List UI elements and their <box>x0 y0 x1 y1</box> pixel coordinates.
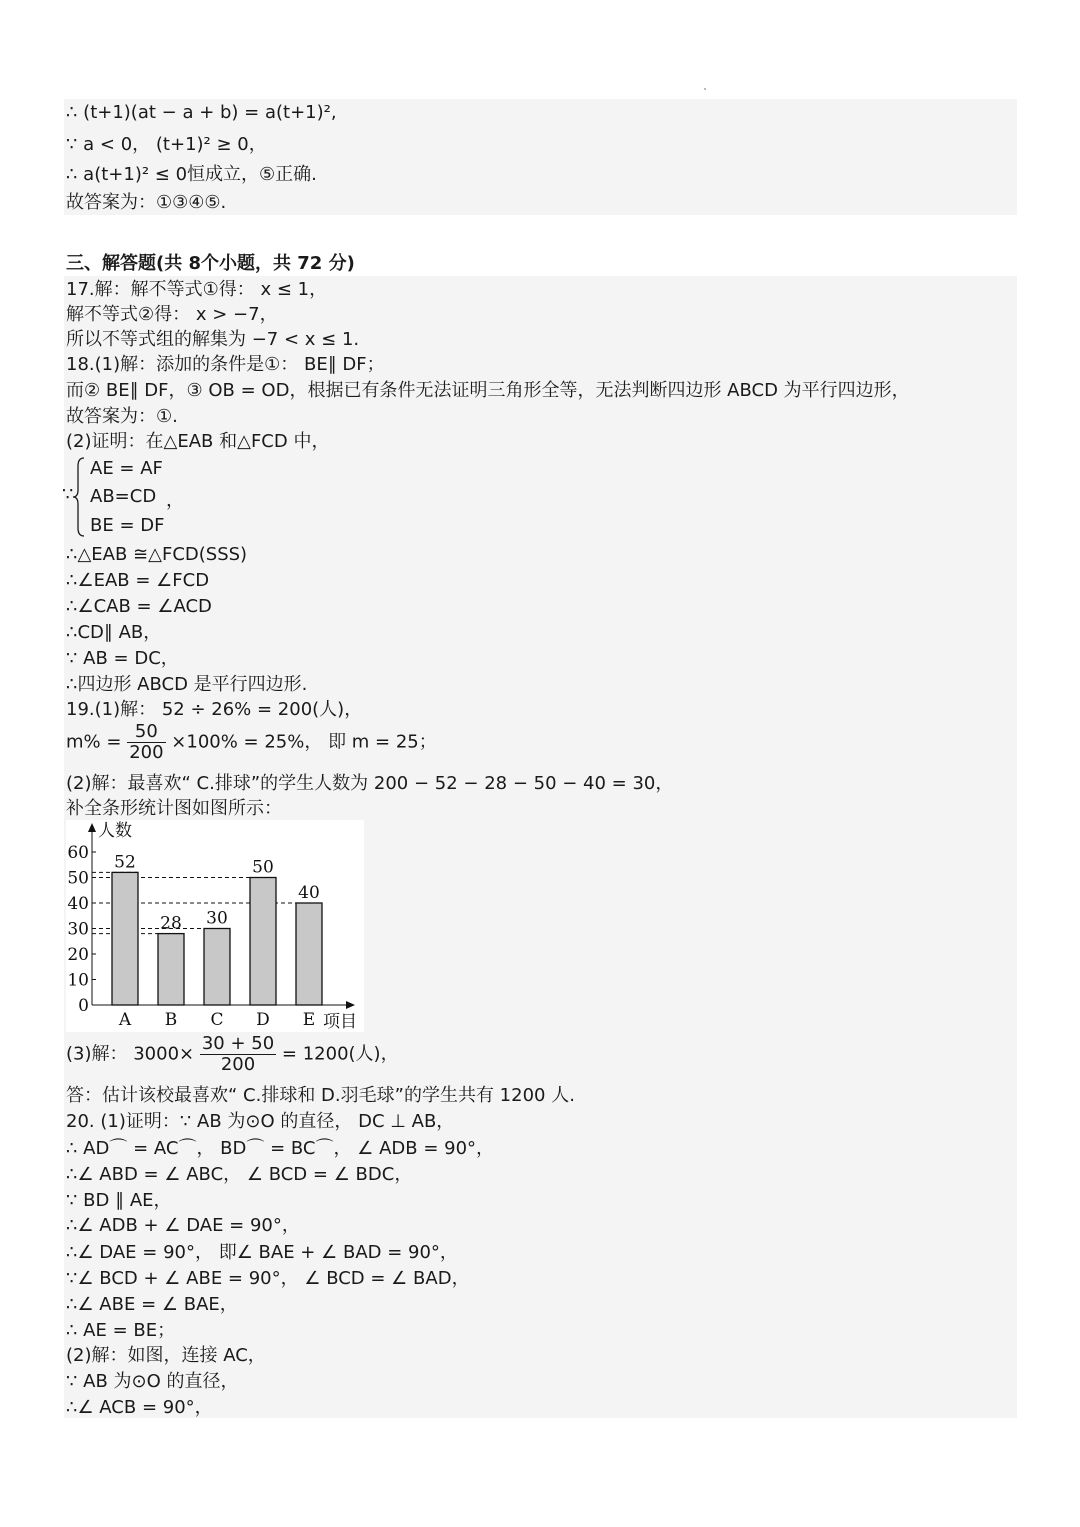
text-line: ∴∠ ADB + ∠ DAE = 90°， <box>66 1215 300 1236</box>
text-line: ∴∠EAB = ∠FCD <box>66 570 210 591</box>
equation-tail: ， <box>166 490 184 511</box>
data-label-D: 50 <box>252 857 274 878</box>
y-axis-title: 人数 <box>98 821 132 841</box>
text-line: ∴△EAB ≅△FCD(SSS) <box>66 544 248 565</box>
text-line: (2)解：如图，连接 AC， <box>66 1345 266 1366</box>
y-tick-label-0: 0 <box>78 996 89 1016</box>
scan-dot <box>704 88 706 90</box>
equation-line: AE = AF <box>90 458 163 479</box>
text-line: ∴∠ ACB = 90°， <box>66 1397 213 1418</box>
text-line: 所以不等式组的解集为 −7 < x ≤ 1. <box>66 329 360 350</box>
text-line: 17.解：解不等式①得： x ≤ 1， <box>66 279 328 300</box>
text-line: ∴四边形 ABCD 是平行四边形. <box>66 674 308 695</box>
text-line: 解不等式②得： x > −7， <box>66 304 278 325</box>
text-line: 答：估计该校最喜欢“ C.排球和 D.羽毛球”的学生共有 1200 人. <box>66 1085 575 1106</box>
text-line: ∴∠ ABD = ∠ ABC， ∠ BCD = ∠ BDC， <box>66 1164 413 1185</box>
fraction-left: m% = <box>66 731 122 753</box>
section-title: 三、解答题(共 8个小题，共 72 分) <box>66 253 355 274</box>
fraction-denominator: 200 <box>220 1054 256 1075</box>
bar-E <box>296 903 322 1005</box>
equation-line: BE = DF <box>90 515 165 536</box>
y-tick-label-20: 20 <box>67 945 89 965</box>
data-label-A: 52 <box>114 852 136 873</box>
fraction-line <box>66 1034 399 1075</box>
fraction <box>200 1034 276 1075</box>
text-line: 故答案为：①③④⑤. <box>66 192 227 213</box>
x-axis-title: 项目 <box>323 1012 357 1032</box>
category-label-E: E <box>302 1010 316 1030</box>
because-symbol: ∵ <box>62 484 74 505</box>
text-line: ∴CD∥ AB， <box>66 622 162 643</box>
y-axis-arrow <box>88 823 96 832</box>
fraction-right: = 1200(人)， <box>281 1043 399 1065</box>
fraction-left: (3)解： 3000× <box>66 1043 195 1065</box>
bar-D <box>250 878 276 1006</box>
text-line: ∴ (t+1)(at − a + b) = a(t+1)², <box>66 102 337 123</box>
bar-B <box>158 934 184 1005</box>
fraction <box>127 722 165 763</box>
equation-line: AB=CD <box>90 486 157 507</box>
fraction-line <box>66 722 437 763</box>
x-axis-arrow <box>346 1001 355 1009</box>
text-line: ∴ AE = BE； <box>66 1320 176 1341</box>
text-line: 而② BE∥ DF，③ OB = OD，根据已有条件无法证明三角形全等，无法判断四边形 ABCD 为平行四边形， <box>66 380 910 401</box>
text-line: 19.(1)解： 52 ÷ 26% = 200(人)， <box>66 699 363 720</box>
y-tick-label-30: 30 <box>67 919 89 940</box>
text-line: 20. (1)证明：∵ AB 为⊙O 的直径， DC ⊥ AB， <box>66 1111 455 1132</box>
text-line: ∴ a(t+1)² ≤ 0恒成立，⑤正确. <box>66 164 317 185</box>
text-line: 18.(1)解：添加的条件是①： BE∥ DF； <box>66 354 385 375</box>
bar-A <box>112 872 138 1005</box>
category-label-C: C <box>210 1010 224 1030</box>
bar-C <box>204 929 230 1006</box>
text-line: ∴ AD⌒ = AC⌒， BD⌒ = BC⌒， ∠ ADB = 90°， <box>66 1138 495 1159</box>
category-label-B: B <box>164 1010 178 1030</box>
text-line: (2)证明：在△EAB 和△FCD 中， <box>66 431 330 452</box>
text-line: (2)解：最喜欢“ C.排球”的学生人数为 200 − 52 − 28 − 50 − 40 = 30， <box>66 773 674 794</box>
fraction-numerator: 50 <box>127 722 165 743</box>
fraction-denominator: 200 <box>129 742 164 763</box>
category-label-A: A <box>118 1010 132 1030</box>
data-label-B: 28 <box>160 913 182 934</box>
text-line: ∵ BD ∥ AE， <box>66 1190 172 1211</box>
text-line: ∴∠ ABE = ∠ BAE， <box>66 1294 238 1315</box>
y-tick-label-10: 10 <box>67 970 89 991</box>
data-label-C: 30 <box>206 908 228 929</box>
text-line: ∴∠ DAE = 90°， 即∠ BAE + ∠ BAD = 90°， <box>66 1242 458 1263</box>
y-tick-label-40: 40 <box>67 894 89 914</box>
y-tick-label-60: 60 <box>67 843 89 863</box>
text-line: ∵ a < 0， (t+1)² ≥ 0， <box>66 134 267 155</box>
text-line: ∵ AB 为⊙O 的直径， <box>66 1371 239 1392</box>
data-label-E: 40 <box>298 883 320 903</box>
y-tick-label-50: 50 <box>67 868 89 889</box>
text-line: 补全条形统计图如图所示： <box>66 798 282 819</box>
text-line: 故答案为：①. <box>66 406 178 427</box>
bar-chart <box>66 820 364 1032</box>
text-line: ∴∠CAB = ∠ACD <box>66 596 212 617</box>
fraction-numerator: 30 + 50 <box>201 1033 275 1054</box>
category-label-D: D <box>256 1010 270 1030</box>
text-line: ∵ AB = DC， <box>66 648 179 669</box>
fraction-right: ×100% = 25%， 即 m = 25； <box>171 731 437 753</box>
text-line: ∵∠ BCD + ∠ ABE = 90°， ∠ BCD = ∠ BAD， <box>66 1268 470 1289</box>
